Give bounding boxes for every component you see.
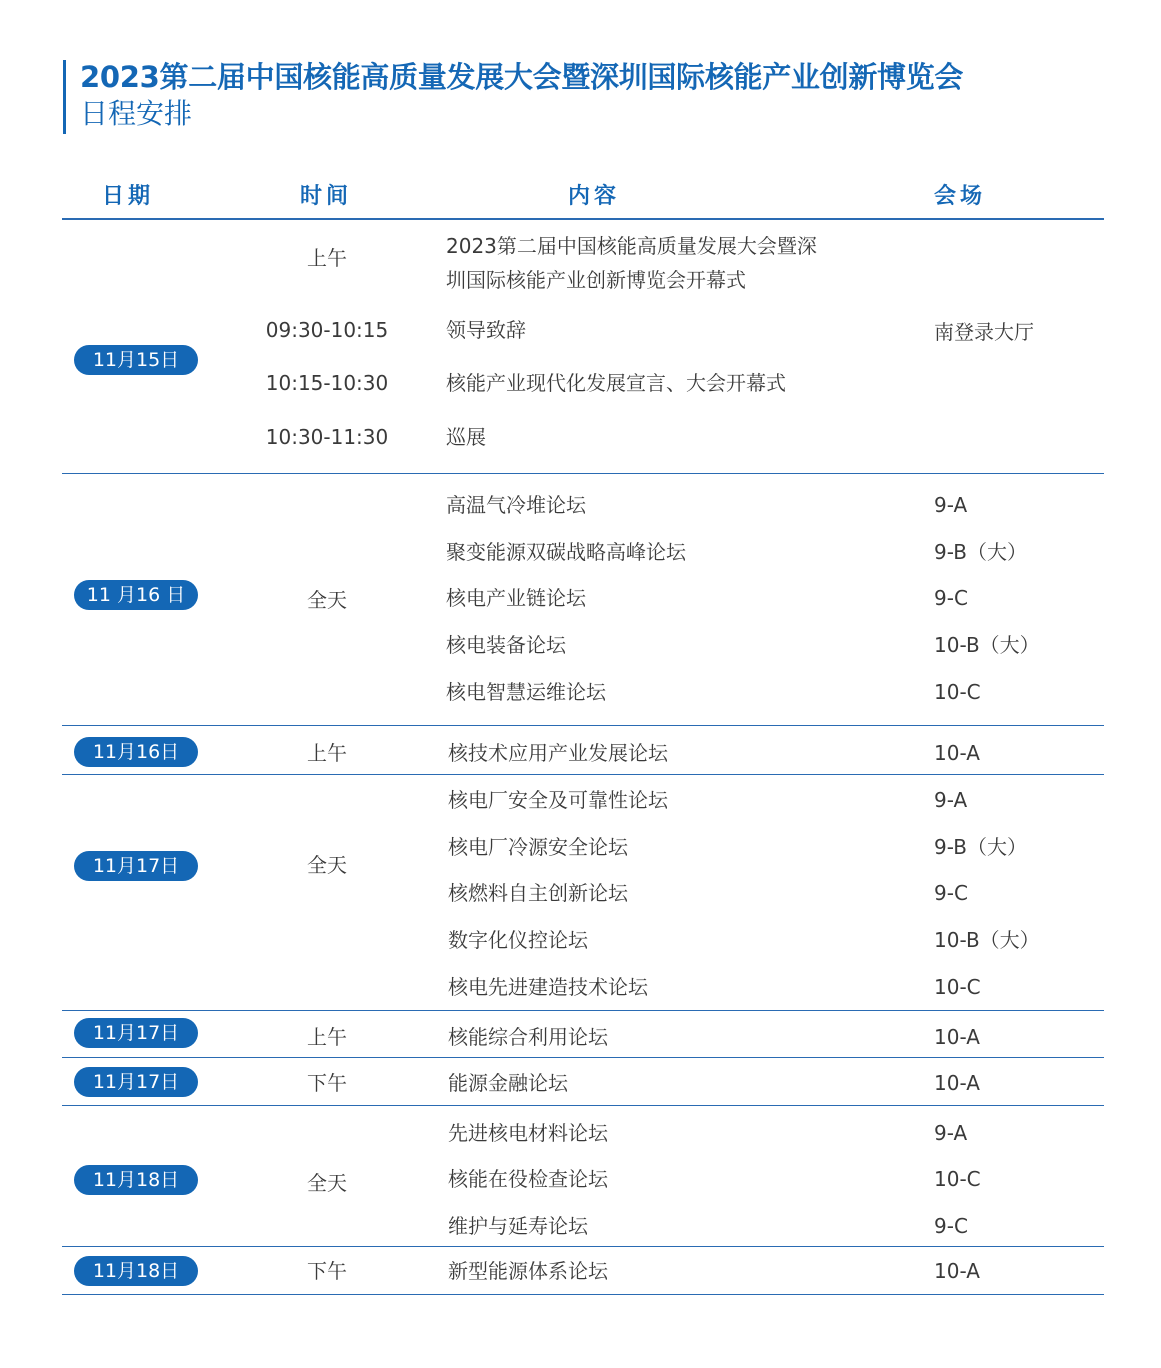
content-cell: 核电厂安全及可靠性论坛 bbox=[448, 788, 668, 812]
header-time: 时间 bbox=[300, 184, 353, 209]
venue-cell: 10-A bbox=[934, 1259, 980, 1283]
table-header bbox=[62, 180, 1104, 220]
venue-cell: 10-C bbox=[934, 1167, 981, 1191]
row-divider bbox=[62, 774, 1104, 775]
content-cell: 核能产业现代化发展宣言、大会开幕式 bbox=[446, 371, 786, 395]
content-cell: 核燃料自主创新论坛 bbox=[448, 881, 628, 905]
header-venue: 会场 bbox=[934, 184, 987, 209]
venue-cell: 南登录大厅 bbox=[934, 320, 1034, 344]
time-cell: 上午 bbox=[307, 1025, 347, 1049]
time-cell: 全天 bbox=[307, 588, 347, 612]
table-bottom-border bbox=[62, 1294, 1104, 1295]
row-divider bbox=[62, 1246, 1104, 1247]
venue-cell: 10-C bbox=[934, 680, 981, 704]
header-date: 日期 bbox=[102, 184, 155, 209]
row-divider bbox=[62, 1105, 1104, 1106]
row-divider bbox=[62, 725, 1104, 726]
time-cell: 全天 bbox=[307, 853, 347, 877]
time-cell: 10:15-10:30 bbox=[265, 371, 389, 395]
time-cell: 全天 bbox=[307, 1171, 347, 1195]
content-cell: 维护与延寿论坛 bbox=[448, 1214, 588, 1238]
date-pill: 11月18日 bbox=[74, 1165, 198, 1195]
venue-cell: 9-A bbox=[934, 1121, 968, 1145]
content-cell: 高温气冷堆论坛 bbox=[446, 493, 586, 517]
header-content: 内容 bbox=[568, 184, 621, 209]
content-cell: 巡展 bbox=[446, 425, 486, 449]
page-subtitle: 日程安排 bbox=[80, 97, 193, 130]
venue-cell: 9-A bbox=[934, 788, 968, 812]
row-divider bbox=[62, 1057, 1104, 1058]
date-pill: 11 月16 日 bbox=[74, 580, 198, 610]
content-cell: 圳国际核能产业创新博览会开幕式 bbox=[446, 268, 746, 292]
content-cell: 核电智慧运维论坛 bbox=[446, 680, 606, 704]
venue-cell: 10-C bbox=[934, 975, 981, 999]
venue-cell: 10-B（大） bbox=[934, 633, 1040, 657]
content-cell: 核电产业链论坛 bbox=[446, 586, 586, 610]
date-pill: 11月18日 bbox=[74, 1256, 198, 1286]
content-cell: 核电厂冷源安全论坛 bbox=[448, 835, 628, 859]
row-divider bbox=[62, 473, 1104, 474]
content-cell: 数字化仪控论坛 bbox=[448, 928, 588, 952]
venue-cell: 9-C bbox=[934, 1214, 968, 1238]
content-cell: 新型能源体系论坛 bbox=[448, 1259, 608, 1283]
venue-cell: 9-C bbox=[934, 586, 968, 610]
time-cell: 上午 bbox=[307, 741, 347, 765]
date-pill: 11月17日 bbox=[74, 1018, 198, 1048]
content-cell: 领导致辞 bbox=[446, 318, 526, 342]
content-cell: 先进核电材料论坛 bbox=[448, 1121, 608, 1145]
time-cell: 下午 bbox=[307, 1259, 347, 1283]
venue-cell: 9-B（大） bbox=[934, 540, 1027, 564]
time-cell: 09:30-10:15 bbox=[265, 318, 389, 342]
venue-cell: 10-A bbox=[934, 1025, 980, 1049]
venue-cell: 9-C bbox=[934, 881, 968, 905]
venue-cell: 10-A bbox=[934, 1071, 980, 1095]
row-divider bbox=[62, 1010, 1104, 1011]
date-pill: 11月15日 bbox=[74, 345, 198, 375]
content-cell: 聚变能源双碳战略高峰论坛 bbox=[446, 540, 686, 564]
page-title: 2023第二届中国核能高质量发展大会暨深圳国际核能产业创新博览会 bbox=[80, 60, 964, 94]
venue-cell: 10-B（大） bbox=[934, 928, 1040, 952]
date-pill: 11月16日 bbox=[74, 737, 198, 767]
content-cell: 能源金融论坛 bbox=[448, 1071, 568, 1095]
content-cell: 核技术应用产业发展论坛 bbox=[448, 741, 668, 765]
content-cell: 2023第二届中国核能高质量发展大会暨深 bbox=[446, 234, 817, 258]
venue-cell: 10-A bbox=[934, 741, 980, 765]
date-pill: 11月17日 bbox=[74, 1067, 198, 1097]
content-cell: 核电装备论坛 bbox=[446, 633, 566, 657]
content-cell: 核能综合利用论坛 bbox=[448, 1025, 608, 1049]
content-cell: 核能在役检查论坛 bbox=[448, 1167, 608, 1191]
time-cell: 10:30-11:30 bbox=[265, 425, 389, 449]
page-title-block bbox=[63, 60, 963, 134]
time-cell: 下午 bbox=[307, 1071, 347, 1095]
venue-cell: 9-A bbox=[934, 493, 968, 517]
date-pill: 11月17日 bbox=[74, 851, 198, 881]
venue-cell: 9-B（大） bbox=[934, 835, 1027, 859]
content-cell: 核电先进建造技术论坛 bbox=[448, 975, 648, 999]
time-cell: 上午 bbox=[307, 246, 347, 270]
